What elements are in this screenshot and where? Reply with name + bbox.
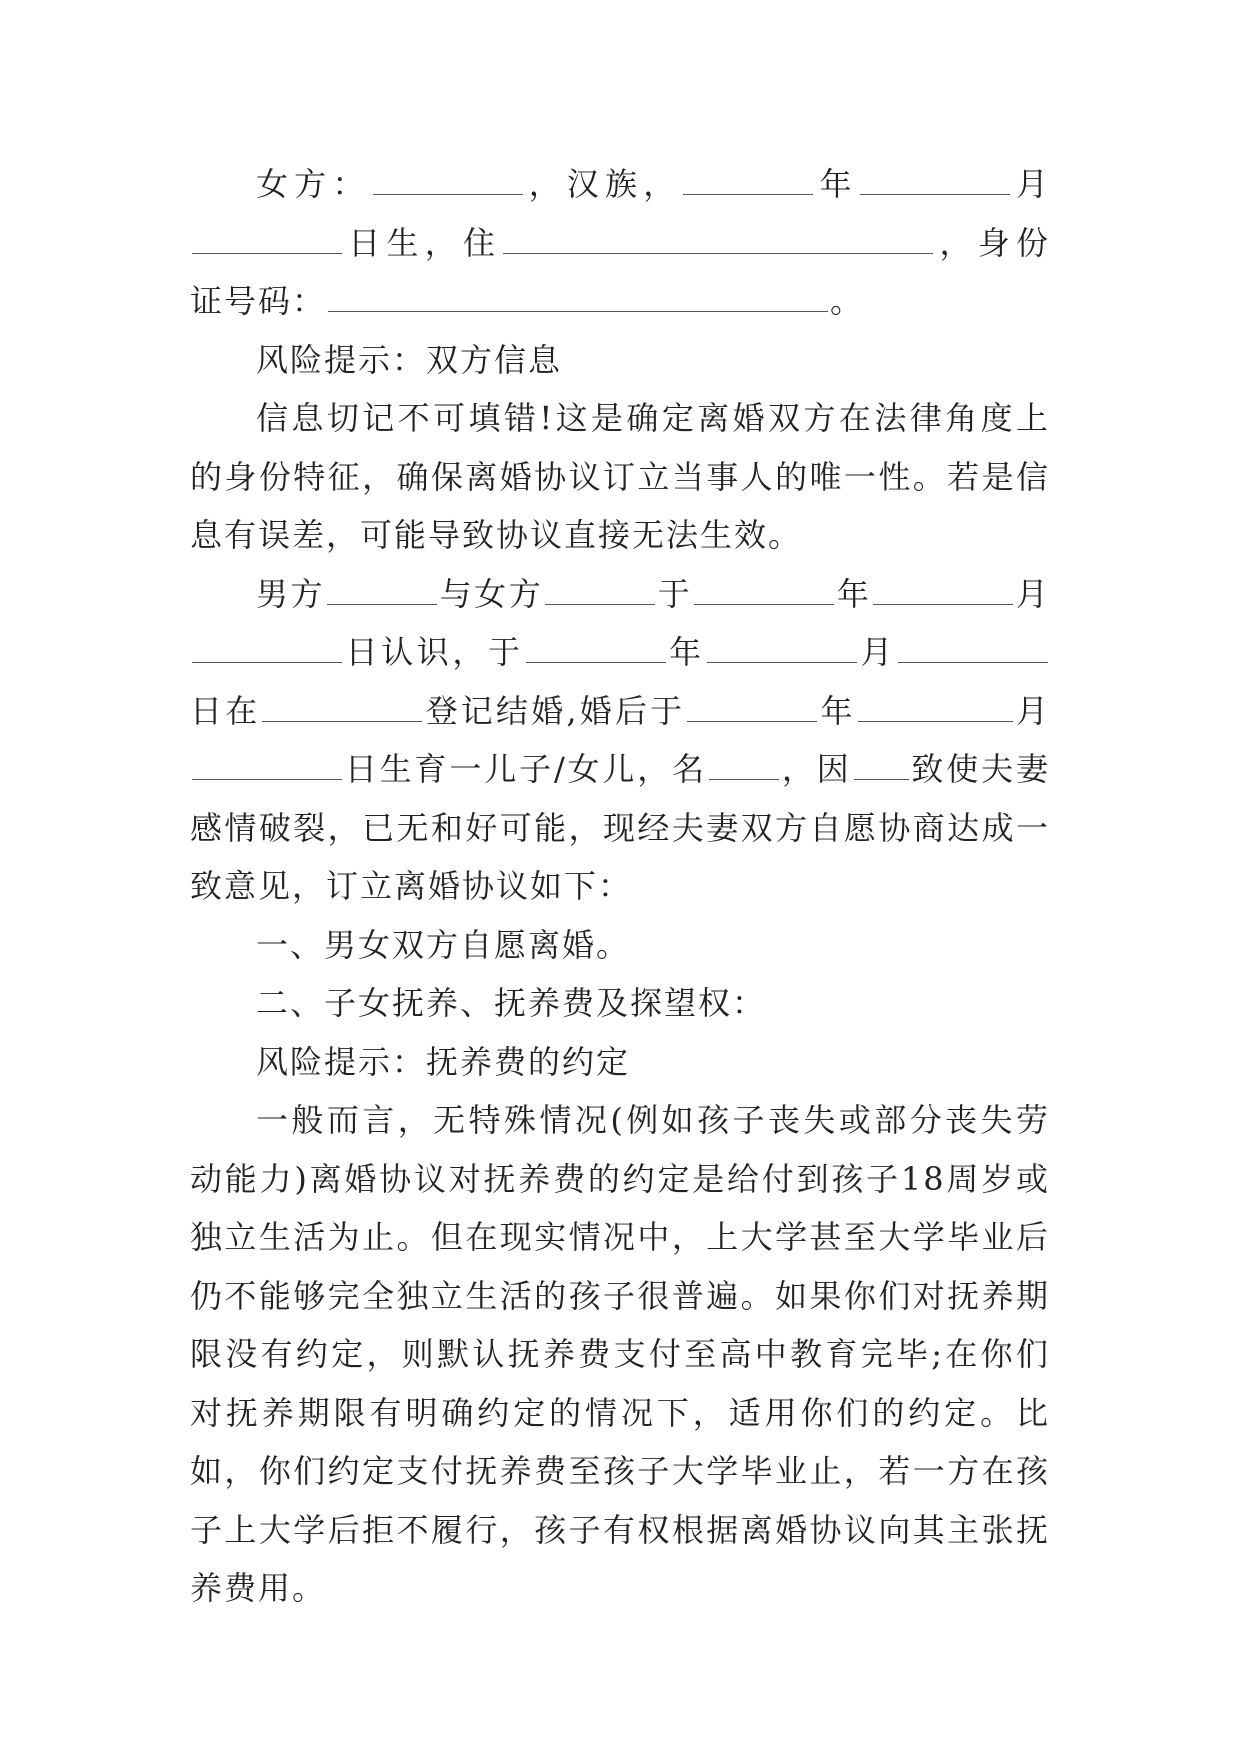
- year-text-4: 年: [819, 691, 856, 730]
- cause-text: 因: [816, 750, 852, 788]
- blank-birth-year[interactable]: [683, 164, 813, 195]
- clause-two: 二、子女抚养、抚养费及探望权：: [256, 984, 767, 1022]
- marriage-rest-text: 致使夫妻感情破裂，已无和好可能，现经夫妻双方自愿协商达成一致意见，订立离婚协议如下：: [190, 750, 1050, 905]
- blank-male-name[interactable]: [327, 574, 437, 605]
- day-at-text: 日在: [190, 691, 261, 730]
- female-label: 女方：: [256, 165, 371, 203]
- comma-text: ，: [781, 750, 817, 788]
- blank-female-name[interactable]: [373, 164, 523, 195]
- month-text-4: 月: [1014, 691, 1050, 730]
- at-text: 于: [657, 574, 693, 613]
- blank-met-day[interactable]: [192, 632, 342, 663]
- day-born-text: 日生，住: [344, 223, 502, 262]
- blank-reg-place[interactable]: [262, 691, 422, 722]
- female-party-paragraph: [190, 155, 1050, 331]
- blank-child-name[interactable]: [709, 749, 779, 780]
- year-text-3: 年: [667, 633, 705, 671]
- blank-met-year[interactable]: [694, 574, 834, 605]
- male-text: 男方: [256, 574, 326, 613]
- birth-text: 日生育一儿子/女儿，名: [344, 750, 707, 788]
- blank-reg-month[interactable]: [707, 632, 857, 663]
- risk-body-2: 一般而言，无特殊情况(例如孩子丧失或部分丧失劳动能力)离婚协议对抚养费的约定是给付到孩子18周岁或独立生活为止。但在现实情况中，上大学甚至大学毕业后仍不能够完全独立生活的孩子很普遍。如果你们对抚养期限没有约定，则默认抚养费支付至高中教育完毕;在你们对抚养期限有明确约定的情况下，适用你们的约定。比如，你们约定支付抚养费至孩子大学毕业止，若一方在孩子上大学后拒不履行，孩子有权根据离婚协议向其主张抚养费用。: [190, 1101, 1050, 1607]
- clause-one: 一、男女双方自愿离婚。: [256, 925, 631, 964]
- blank-reg-year[interactable]: [526, 632, 666, 663]
- risk-body-1: 信息切记不可填错!这是确定离婚双方在法律角度上的身份特征，确保离婚协议订立当事人的唯一性。若是信息有误差，可能导致协议直接无法生效。: [190, 399, 1050, 554]
- blank-cause[interactable]: [854, 749, 909, 780]
- blank-reg-day[interactable]: [898, 632, 1048, 663]
- blank-birth-month-child[interactable]: [858, 691, 1013, 722]
- month-text-2: 月: [1015, 574, 1050, 613]
- blank-birth-day[interactable]: [192, 223, 342, 254]
- ethnicity-text: ，汉族，: [524, 165, 682, 203]
- registered-text: 登记结婚,婚后于: [424, 691, 686, 730]
- blank-birth-month[interactable]: [860, 164, 1010, 195]
- risk-title-1: 风险提示：双方信息: [256, 340, 563, 379]
- marriage-paragraph: [190, 565, 1050, 916]
- blank-id-number[interactable]: [328, 281, 828, 312]
- period-text: 。: [830, 282, 865, 320]
- blank-met-month[interactable]: [873, 574, 1013, 605]
- month-text-3: 月: [858, 633, 896, 671]
- year-text-2: 年: [836, 574, 872, 613]
- document-body: [190, 155, 1050, 1618]
- year-text: 年: [815, 165, 858, 203]
- id-label: ，身份证: [190, 223, 1050, 320]
- id-number-label: 号码：: [224, 282, 327, 320]
- blank-birth-year-child[interactable]: [687, 691, 817, 722]
- risk-title-2: 风险提示：抚养费的约定: [256, 1042, 631, 1081]
- blank-female-name-2[interactable]: [545, 574, 655, 605]
- blank-birth-day-child[interactable]: [192, 749, 342, 780]
- blank-address[interactable]: [503, 223, 933, 254]
- day-met-text: 日认识，于: [344, 633, 524, 671]
- with-female-text: 与女方: [439, 574, 544, 613]
- month-text: 月: [1011, 165, 1050, 203]
